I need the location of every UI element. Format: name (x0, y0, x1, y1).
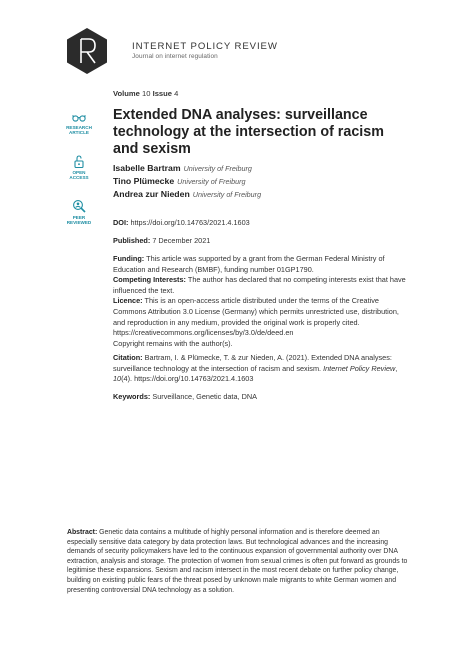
keywords-line (113, 392, 413, 403)
funding-text: This article was supported by a grant from the German Federal Ministry of Education and Research (BMBF), funding number 01GP1790. (113, 254, 385, 274)
research-line1: RESEARCH (66, 125, 92, 130)
licence-statement (113, 296, 413, 338)
volume-number: 10 (142, 89, 151, 98)
published-line (113, 236, 413, 247)
author-row (113, 175, 261, 188)
open-access-badge (62, 155, 96, 180)
article-title: Extended DNA analyses: surveillance technology at the intersection of racism and sexism (113, 107, 384, 158)
published-label: Published: (113, 236, 151, 245)
keywords-label: Keywords: (113, 392, 151, 401)
research-article-badge (62, 113, 96, 135)
journal-tagline: Journal on internet regulation (132, 53, 218, 60)
doi-line (113, 218, 413, 229)
citation-journal: Internet Policy Review (323, 363, 396, 373)
open-line2: ACCESS (69, 175, 89, 180)
abstract (67, 528, 411, 595)
author-affiliation: University of Freiburg (177, 177, 246, 186)
author-row (113, 162, 261, 175)
competing-label: Competing Interests: (113, 275, 186, 285)
journal-brand (132, 41, 278, 60)
citation-volume: 10 (113, 374, 122, 384)
citation-label: Citation: (113, 353, 143, 362)
issue-label: Issue (152, 89, 172, 98)
volume-issue (113, 89, 178, 98)
author-name: Andrea zur Nieden (113, 189, 190, 199)
author-row (113, 188, 261, 201)
journal-name: INTERNET POLICY REVIEW (132, 41, 278, 52)
citation-tail: (4). https://doi.org/10.14763/2021.4.1603 (121, 374, 254, 384)
licence-text: This is an open-access article distributed under the terms of the Creative Commons Attribution 3.0 License (Germany) which permits unrestricted use, distribution, and reproduction in any medium, provided the original work is properly cited. https://creativecommons.org/licenses/by/3.0/de/deed.en (113, 296, 399, 338)
peer-line1: PEER (72, 215, 86, 220)
peer-reviewed-badge (62, 199, 96, 225)
author-affiliation: University of Freiburg (192, 190, 262, 199)
author-list (113, 162, 261, 201)
abstract-label: Abstract: (67, 529, 98, 536)
funding-label: Funding: (113, 254, 145, 263)
author-name: Isabelle Bartram (113, 163, 181, 173)
magnifier-person-icon (72, 199, 86, 213)
citation-block: Citation: Bartram, I. & Plümecke, T. & zur Nieden, A. (2021). Extended DNA analyses: surveillance technology at the intersection of racism and sexism. Internet Policy Review, 10(4). https://doi.org/10.14763/2021.4.1603 (113, 353, 398, 384)
competing-text: The author has declared that no competing interests exist that have influenced the text. (113, 275, 406, 295)
keywords-text: Surveillance, Genetic data, DNA (152, 392, 257, 401)
copyright-line: Copyright remains with the author(s). (113, 338, 233, 348)
author-name: Tino Plümecke (113, 176, 175, 186)
doi-label: DOI: (113, 218, 129, 227)
unlock-icon (74, 155, 84, 168)
volume-label: Volume (113, 89, 140, 98)
published-date: 7 December 2021 (152, 236, 211, 245)
author-affiliation: University of Freiburg (183, 164, 252, 173)
open-line1: OPEN (72, 170, 86, 175)
glasses-icon (72, 113, 86, 123)
citation-text: Bartram, I. & Plümecke, T. & zur Nieden, A. (2021). Extended DNA analyses: surveillance technology at the intersection of racism and sexism. (113, 353, 392, 373)
research-line2: ARTICLE (69, 130, 89, 135)
logo-hexagon-icon (67, 28, 107, 74)
competing-interests (113, 275, 413, 296)
journal-logo (67, 28, 107, 74)
funding-statement (113, 254, 413, 275)
peer-line2: REVIEWED (66, 220, 92, 225)
doi-link[interactable]: https://doi.org/10.14763/2021.4.1603 (130, 218, 250, 227)
issue-number: 4 (174, 89, 179, 98)
article-details (113, 254, 413, 349)
abstract-text: Genetic data contains a multitude of highly personal information and is therefore deemed an especially sensitive data category by data protection laws. But technological advances and the increasing demands of security policymakers have led to the continuous expansion of governmental authority over DNA extraction, analysis and storage. The protection of women from sexual crimes is often put forward as grounds to legitimise these expansions. Sexism and racism intersect in the most recent debate on further policy change, building on existing public fears of the threat posed by unknown male migrants to white German women and presenting controversial DNA technology as a solution. (67, 529, 408, 594)
licence-label: Licence: (113, 296, 143, 306)
